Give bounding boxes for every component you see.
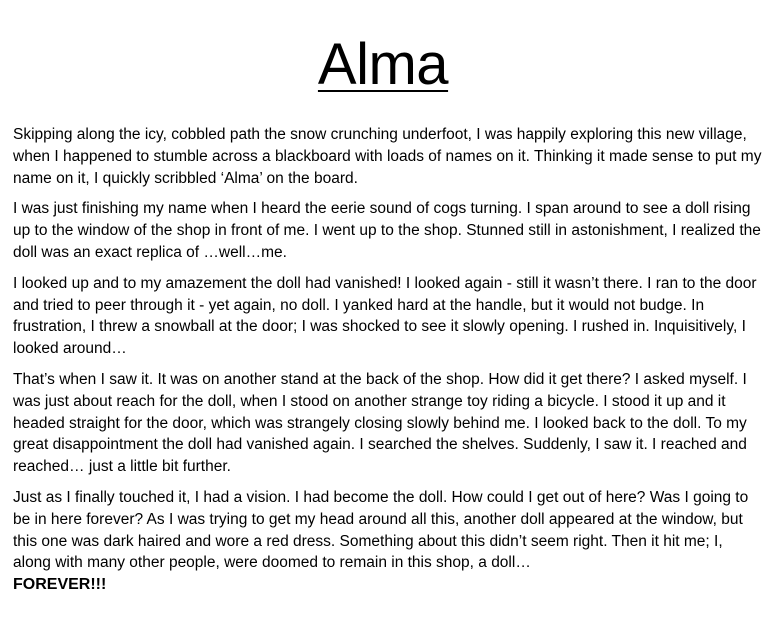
story-paragraph-2: I was just finishing my name when I heard the eerie sound of cogs turning. I span around to see a doll rising up to the window of the shop in front of me. I went up to the shop. Stunned still in astonishment, I realized the doll was an exact replica of …well…me.	[13, 200, 761, 261]
story-paragraph-3: I looked up and to my amazement the doll had vanished! I looked again - still it wasn’t there. I ran to the door and tried to peer through it - yet again, no doll. I yanked hard at the handle, but it would not budge. In frustration, I threw a snowball at the door; I was shocked to see it slowly opening. I rushed in. Inquisitively, I looked around…	[13, 274, 757, 358]
story-paragraph-5: Just as I finally touched it, I had a vision. I had become the doll. How could I get out of here? Was I going to be in here forever? As I was trying to get my head around all this, another doll appeared at the window, but this one was dark haired and wore a red dress. Something about this didn’t seem right. Then it hit me; I, along with many other people, were doomed to remain in this shop, a doll…	[13, 488, 749, 572]
story-paragraph-1: Skipping along the icy, cobbled path the snow crunching underfoot, I was happily exploring this new village, when I happened to stumble across a blackboard with loads of names on it. Thinking it made sense to put my name on it, I quickly scribbled ‘Alma’ on the board.	[13, 126, 762, 187]
story-paragraph-5-block	[13, 487, 763, 596]
story-title	[0, 32, 766, 98]
story-paragraph-4: That’s when I saw it. It was on another stand at the back of the shop. How did it get there? I asked myself. I was just about reach for the doll, when I stood on another strange toy riding a bicycle. I stood it up and it headed straight for the door, which was strangely closing slowly behind me. I looked back to the doll. To my great disappointment the doll had vanished again. I searched the shelves. Suddenly, I saw it. I reached and reached… just a little bit further.	[13, 370, 747, 476]
story-ending: FOREVER!!!	[13, 576, 107, 594]
story-title-text: Alma	[317, 32, 449, 97]
story-body	[13, 124, 763, 596]
